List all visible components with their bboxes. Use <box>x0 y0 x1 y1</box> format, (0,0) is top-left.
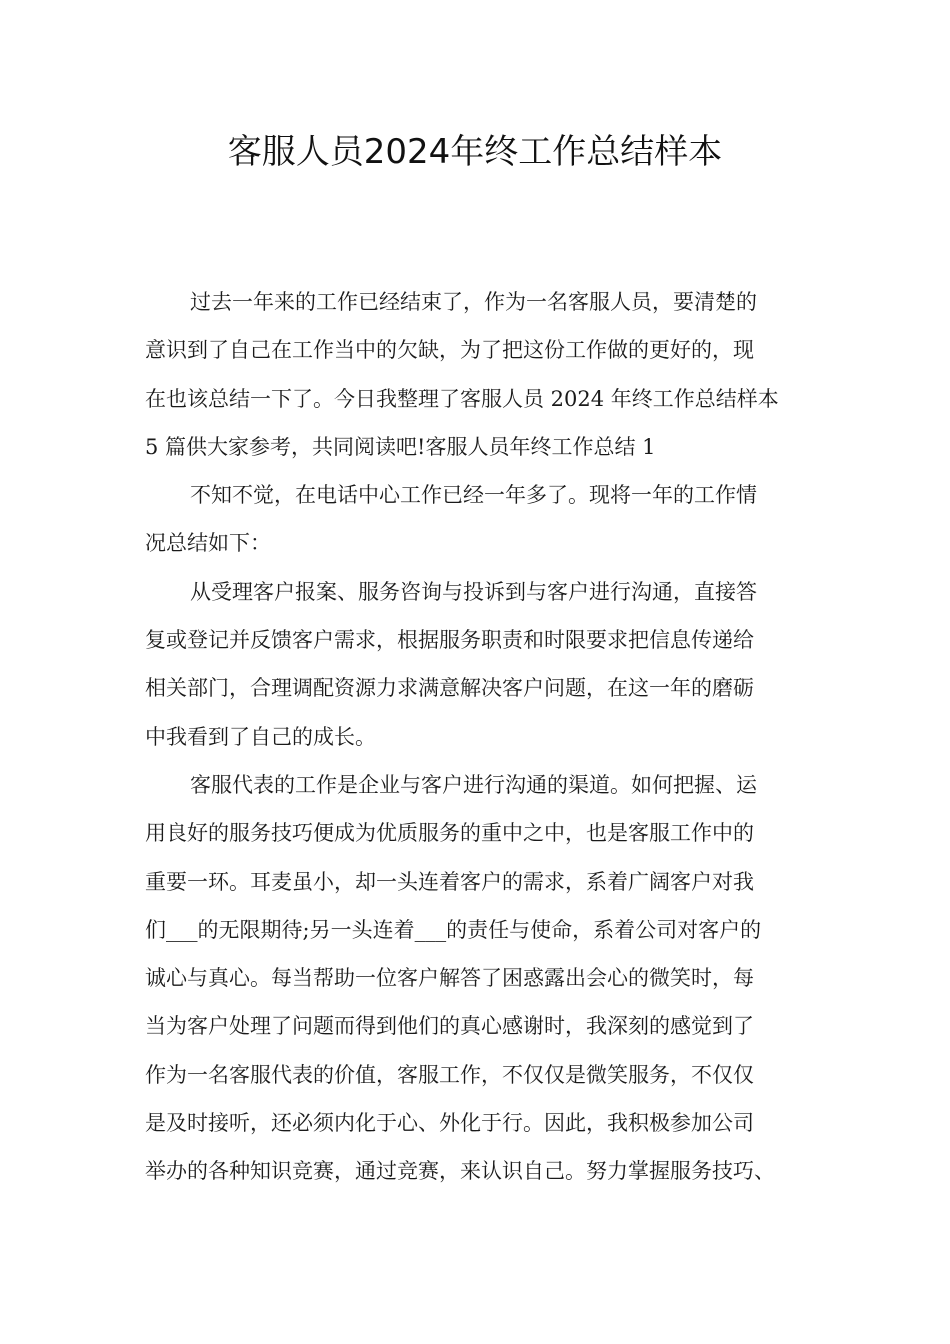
body-line: 诚心与真心。每当帮助一位客户解答了困惑露出会心的微笑时，每 <box>145 966 754 991</box>
body-line: 中我看到了自己的成长。 <box>145 724 376 749</box>
body-line: 复或登记并反馈客户需求，根据服务职责和时限要求把信息传递给 <box>145 628 754 653</box>
body-line: 举办的各种知识竞赛，通过竞赛，来认识自己。努力掌握服务技巧、 <box>145 1159 775 1184</box>
document-title: 客服人员2024年终工作总结样本 <box>227 132 723 172</box>
body-line: 不知不觉，在电话中心工作已经一年多了。现将一年的工作情 <box>190 483 757 508</box>
body-line: 意识到了自己在工作当中的欠缺，为了把这份工作做的更好的，现 <box>145 338 754 363</box>
body-line: 从受理客户报案、服务咨询与投诉到与客户进行沟通，直接答 <box>190 579 757 604</box>
body-line: 过去一年来的工作已经结束了，作为一名客服人员，要清楚的 <box>190 290 757 314</box>
body-line: 是及时接听，还必须内化于心、外化于行。因此，我积极参加公司 <box>145 1111 754 1136</box>
body-line: 相关部门，合理调配资源力求满意解决客户问题，在这一年的磨砺 <box>145 676 754 701</box>
body-line: 们___的无限期待;另一头连着___的责任与使命，系着公司对客户的 <box>145 917 762 942</box>
document-body <box>145 278 805 1196</box>
body-line: 用良好的服务技巧便成为优质服务的重中之中，也是客服工作中的 <box>145 821 754 846</box>
body-line: 况总结如下： <box>145 531 271 556</box>
body-line: 客服代表的工作是企业与客户进行沟通的渠道。如何把握、运 <box>190 772 757 797</box>
body-line: 5 篇供大家参考，共同阅读吧!客服人员年终工作总结 1 <box>145 434 656 459</box>
body-line: 在也该总结一下了。今日我整理了客服人员 2024 年终工作总结样本 <box>145 386 779 411</box>
body-line: 作为一名客服代表的价值，客服工作，不仅仅是微笑服务，不仅仅 <box>145 1062 754 1087</box>
body-line: 当为客户处理了问题而得到他们的真心感谢时，我深刻的感觉到了 <box>145 1014 754 1039</box>
body-line: 重要一环。耳麦虽小，却一头连着客户的需求，系着广阔客户对我 <box>145 869 754 894</box>
